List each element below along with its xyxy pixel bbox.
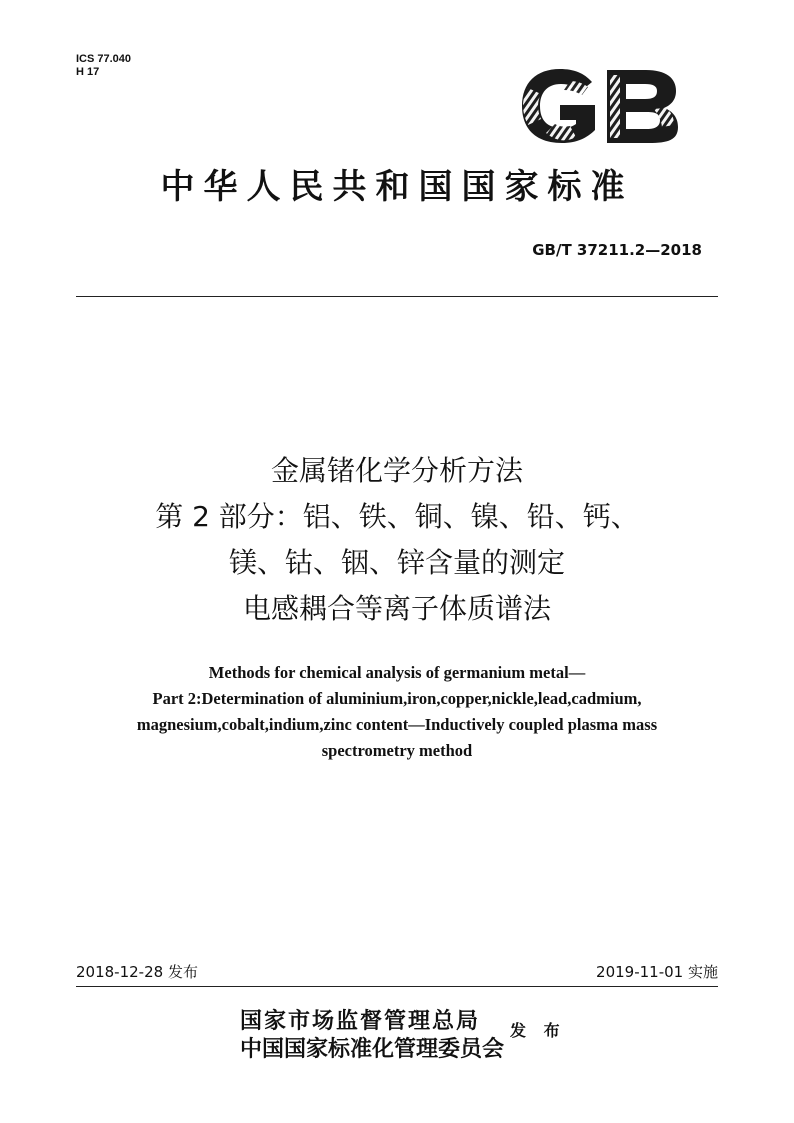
english-title-block <box>90 660 704 764</box>
publisher-line-1: 国家市场监督管理总局 <box>240 1009 481 1034</box>
english-title-line-4: spectrometry method <box>321 741 473 760</box>
gb-logo-g-letter <box>522 69 595 143</box>
chinese-title-line-4: 电感耦合等离子体质谱法 <box>242 592 551 625</box>
english-title-line-2: Part 2:Determination of aluminium,iron,copper,nickle,lead,cadmium, <box>152 689 642 708</box>
classification-code: H 17 <box>76 66 100 78</box>
chinese-title-line-1: 金属锗化学分析方法 <box>270 454 523 487</box>
standard-number: GB/T 37211.2—2018 <box>532 241 702 259</box>
publish-label: 发 布 <box>510 1021 566 1040</box>
top-divider <box>76 296 718 297</box>
publisher-line-2: 中国国家标准化管理委员会 <box>240 1037 505 1062</box>
implementation-date: 2019-11-01 实施 <box>596 963 718 981</box>
national-standard-title: 中华人民共和国国家标准 <box>160 167 634 207</box>
publish-date: 2018-12-28 发布 <box>76 963 198 981</box>
gb-logo <box>516 63 682 149</box>
english-title-line-1: Methods for chemical analysis of germanium metal— <box>208 663 586 682</box>
chinese-title-block <box>100 448 694 632</box>
chinese-title-line-3: 镁、钴、铟、锌含量的测定 <box>228 546 565 579</box>
ics-code: ICS 77.040 <box>76 53 132 65</box>
bottom-divider <box>76 986 718 987</box>
english-title-line-3: magnesium,cobalt,indium,zinc content—Inductively coupled plasma mass <box>136 715 658 734</box>
chinese-title-line-2: 第 2 部分：铝、铁、铜、镍、铅、钙、 <box>155 500 639 533</box>
gb-logo-b-letter <box>607 70 678 143</box>
gb-logo-mark <box>516 63 682 149</box>
publishing-authorities <box>240 1008 505 1064</box>
